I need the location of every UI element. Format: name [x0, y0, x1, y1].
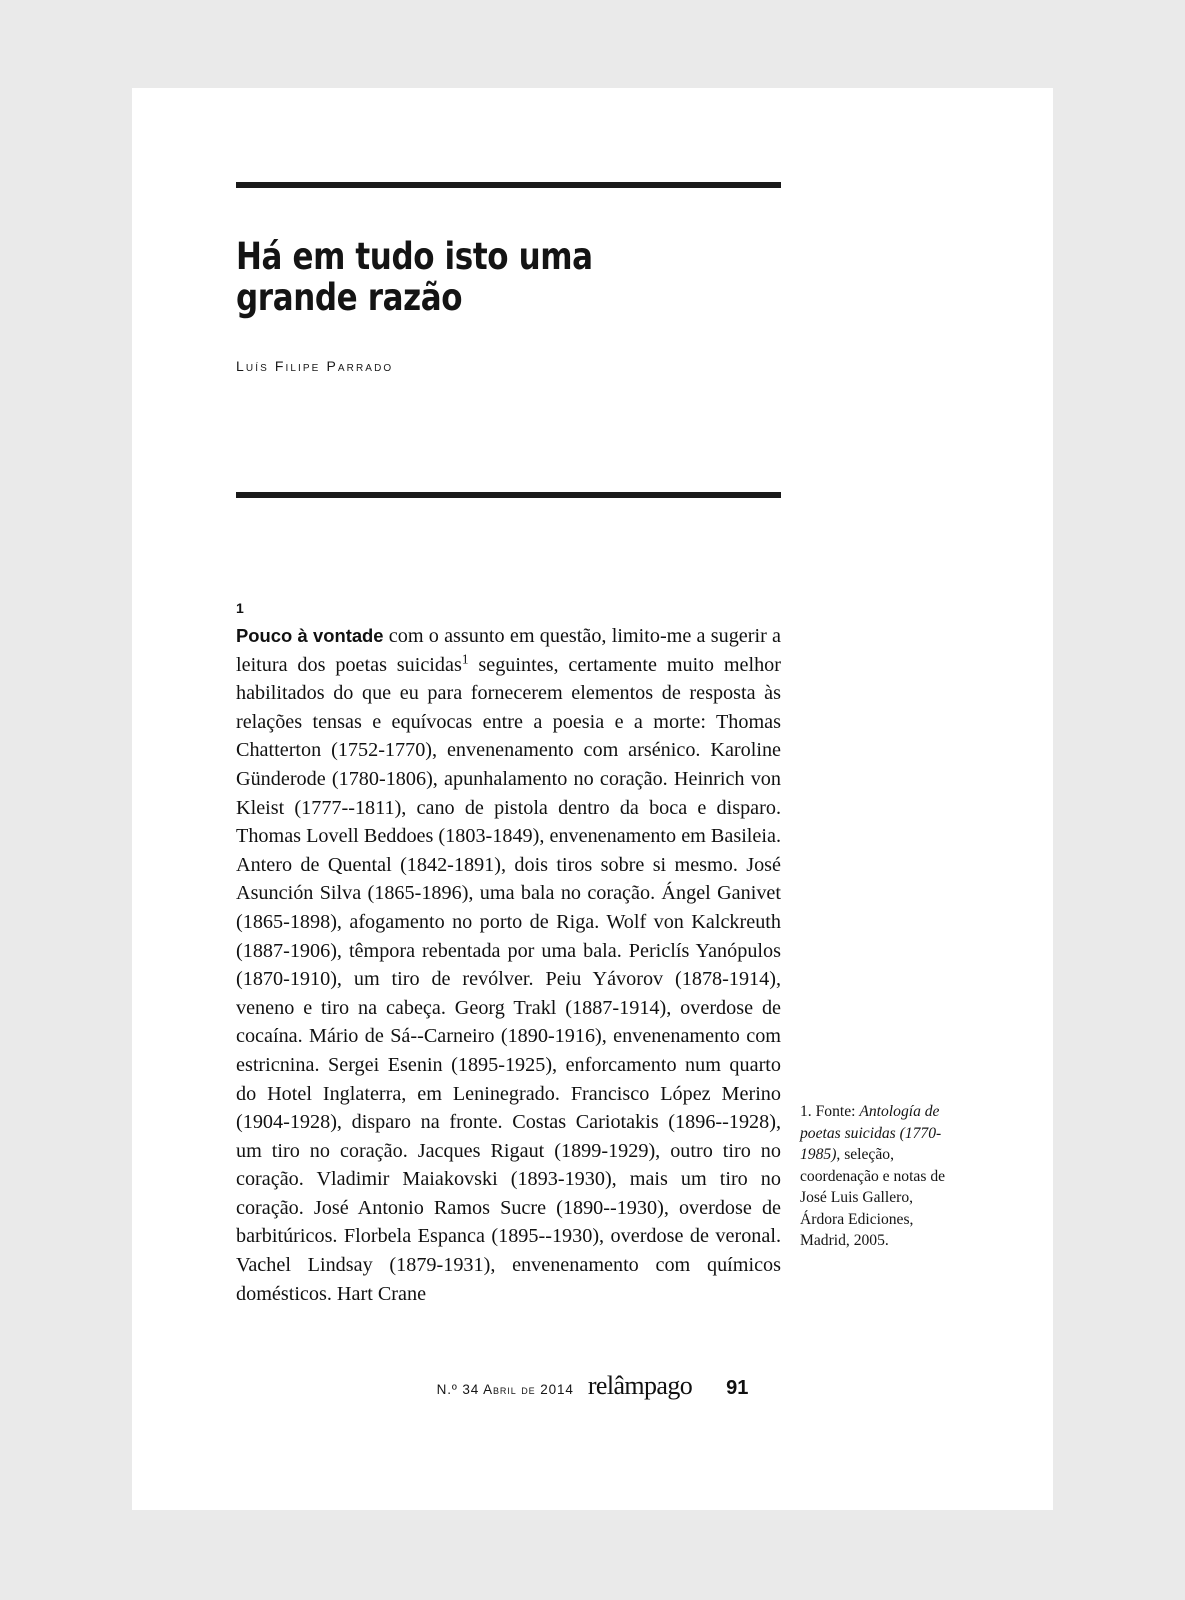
section-number: 1 [236, 600, 244, 616]
title-block [236, 182, 781, 374]
body-text-before-footnote: com o assunto em questão, limito-me a sugerir a leitura dos poetas suicidas [236, 625, 781, 676]
body-paragraph [236, 622, 781, 1308]
title-line-2: grande razão [236, 276, 463, 320]
body-text-after-footnote: seguintes, certamente muito melhor habilitados do que eu para fornecerem elementos de resposta às relações tensas e equívocas entre a poesia e a morte: Thomas Chatterton (1752-1770), envenenamento com arsénico. Karoline Günderode (1780-1806), apunhalamento no coração. Heinrich von Kleist (1777--1811), cano de pistola dentro da boca e disparo. Thomas Lovell Beddoes (1803-1849), envenenamento em Basileia. Antero de Quental (1842-1891), dois tiros sobre si mesmo. José Asunción Silva (1865-1896), uma bala no coração. Ángel Ganivet (1865-1898), afogamento no porto de Riga. Wolf von Kalckreuth (1887-1906), têmpora rebentada por uma bala. Periclís Yanópulos (1870-1910), um tiro de revólver. Peiu Yávorov (1878-1914), veneno e tiro na cabeça. Georg Trakl (1887-1914), overdose de cocaína. Mário de Sá--Carneiro (1890-1916), envenenamento com estricnina. Sergei Esenin (1895-1925), enforcamento num quarto do Hotel Inglaterra, em Leninegrado. Francisco López Merino (1904-1928), disparo na fronte. Costas Cariotakis (1896--1928), um tiro no coração. Jacques Rigaut (1899-1929), outro tiro no coração. Vladimir Maiakovski (1893-1930), mais um tiro no coração. José Antonio Ramos Sucre (1890--1930), overdose de barbitúricos. Florbela Espanca (1895--1930), overdose de veronal. Vachel Lindsay (1879-1931), envenenamento com químicos domésticos. Hart Crane [236, 653, 782, 1305]
page-footer [132, 1371, 1053, 1401]
journal-wordmark: relâmpago [587, 1371, 693, 1400]
footnote-work-title: Antología de poetas suicidas (1770-1985) [800, 1103, 942, 1163]
page-number: 91 [726, 1377, 749, 1399]
body-column [236, 601, 781, 1308]
footer-issue-line: N.º 34 Abril de 2014 [436, 1382, 574, 1397]
paragraph-lead-in: Pouco à vontade [236, 625, 384, 646]
page-title [236, 236, 743, 318]
page-sheet [132, 88, 1053, 1510]
footnote-number: 1. Fonte: [800, 1103, 860, 1120]
rule-below-byline [236, 492, 781, 498]
footnote-reference[interactable]: 1 [461, 650, 469, 666]
margin-footnote [800, 1101, 950, 1252]
rule-above-title [236, 182, 781, 188]
footnote-rest: , seleção, coordenação e notas de José Luis Gallero, Árdora Ediciones, Madrid, 2005. [800, 1146, 946, 1249]
author-byline: Luís Filipe Parrado [236, 358, 394, 375]
title-line-1: Há em tudo isto uma [236, 235, 593, 278]
